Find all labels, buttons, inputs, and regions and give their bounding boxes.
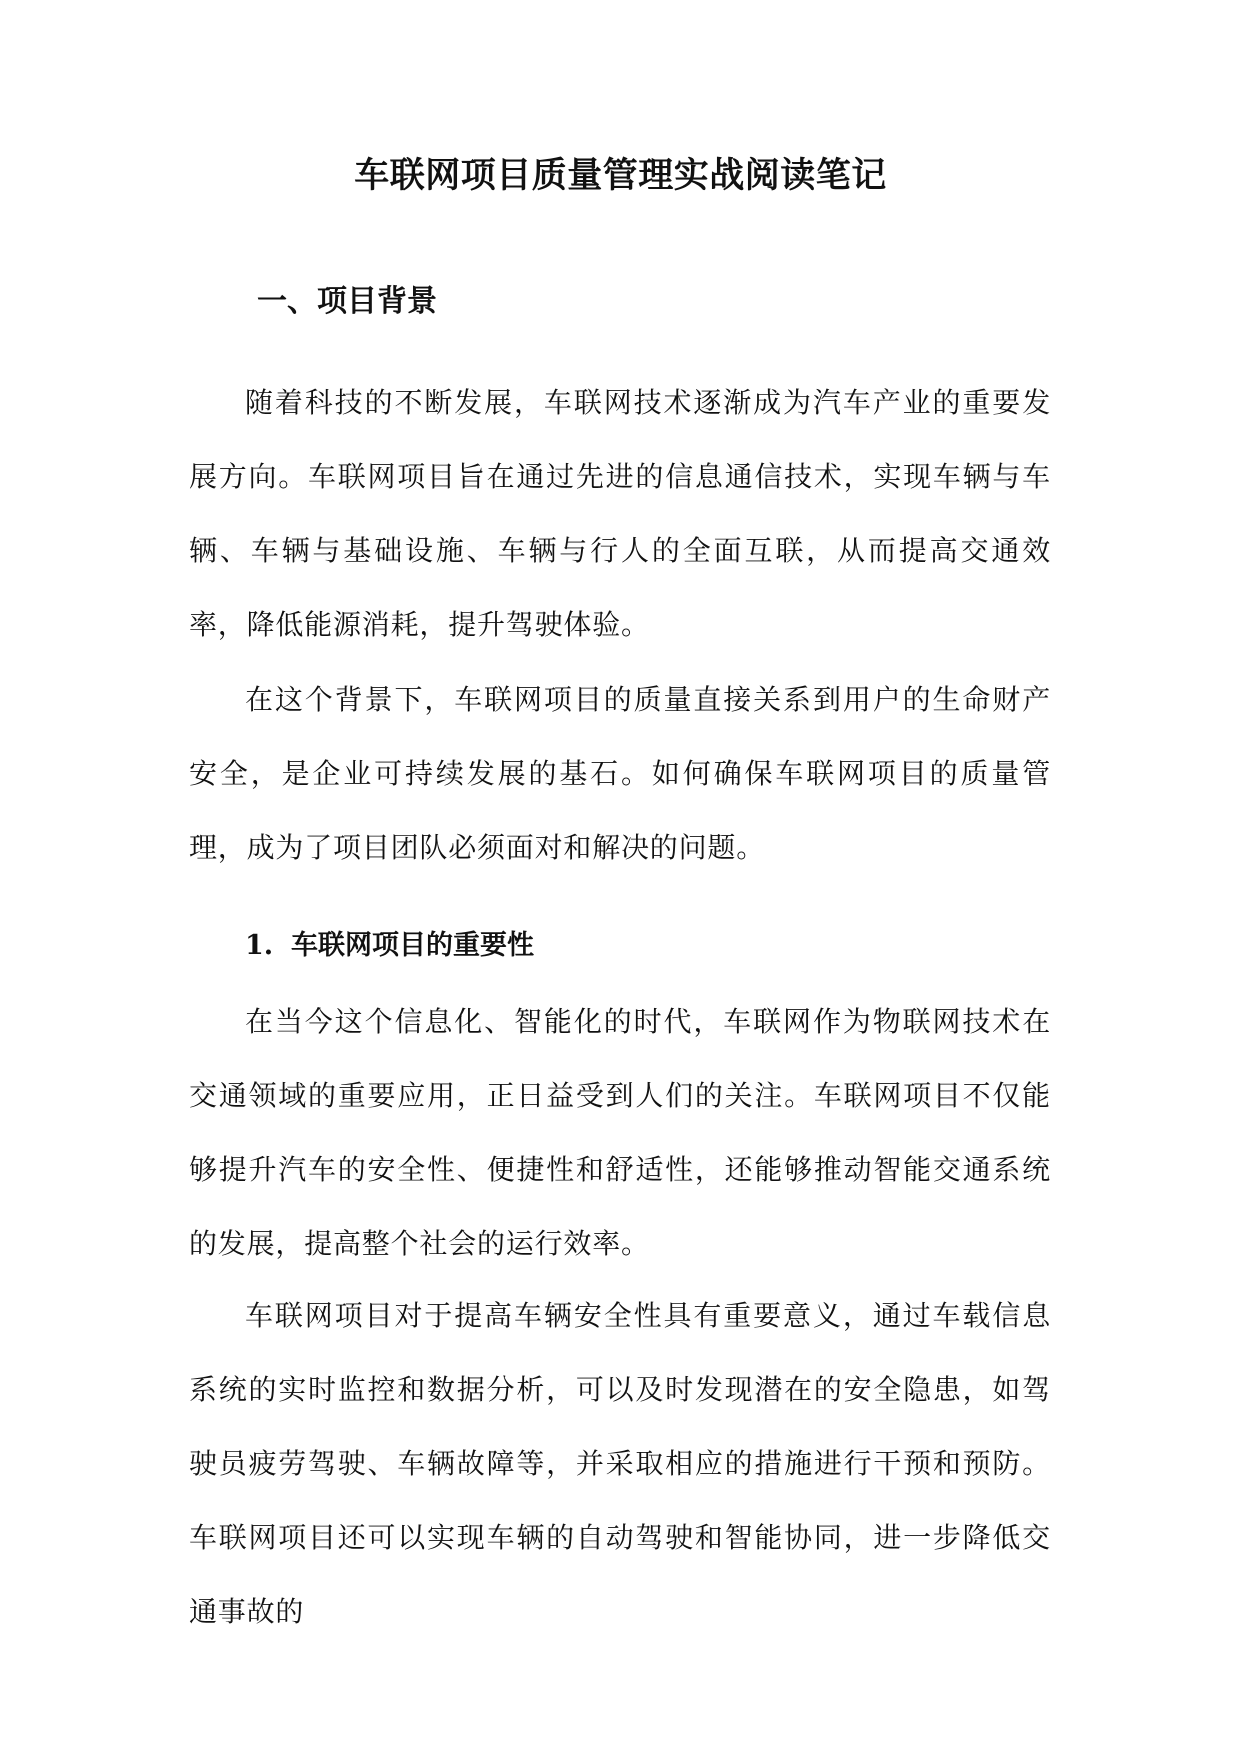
subsection-heading-text: 车联网项目的重要性 xyxy=(291,930,534,961)
paragraph-background-1: 随着科技的不断发展，车联网技术逐渐成为汽车产业的重要发展方向。车联网项目旨在通过先进的信息通信技术，实现车辆与车辆、车辆与基础设施、车辆与行人的全面互联，从而提高交通效率，降低能源消耗，提升驾驶体验。 xyxy=(189,386,1051,641)
paragraph-background-2: 在这个背景下，车联网项目的质量直接关系到用户的生命财产安全，是企业可持续发展的基石。如何确保车联网项目的质量管理，成为了项目团队必须面对和解决的问题。 xyxy=(189,683,1051,864)
subsection-number: 1. xyxy=(245,930,274,961)
paragraph-importance-2: 车联网项目对于提高车辆安全性具有重要意义，通过车载信息系统的实时监控和数据分析，可以及时发现潜在的安全隐患，如驾驶员疲劳驾驶、车辆故障等，并采取相应的措施进行干预和预防。车联网项目还可以实现车辆的自动驾驶和智能协同，进一步降低交通事故的 xyxy=(189,1299,1051,1628)
paragraph-importance-1: 在当今这个信息化、智能化的时代，车联网作为物联网技术在交通领域的重要应用，正日益受到人们的关注。车联网项目不仅能够提升汽车的安全性、便捷性和舒适性，还能够推动智能交通系统的发展，提高整个社会的运行效率。 xyxy=(189,1005,1051,1260)
section-heading-background: 一、项目背景 xyxy=(257,284,437,319)
subsection-heading-importance xyxy=(245,928,534,964)
document-title: 车联网项目质量管理实战阅读笔记 xyxy=(354,155,887,196)
